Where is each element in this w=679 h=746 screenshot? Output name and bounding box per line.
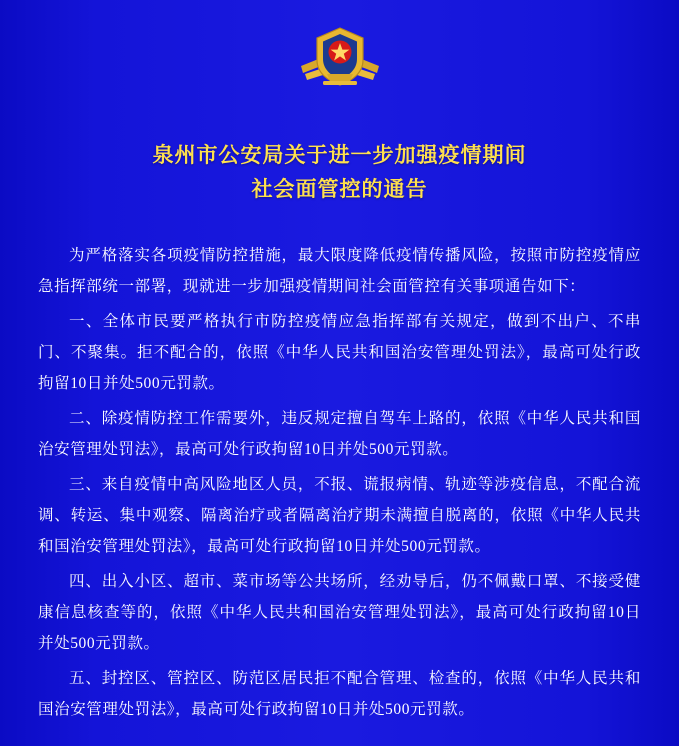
paragraph-item-1: 一、全体市民要严格执行市防控疫情应急指挥部有关规定，做到不出户、不串门、不聚集。拒不配合的，依照《中华人民共和国治安管理处罚法》，最高可处行政拘留10日并处500元罚款。 — [38, 313, 641, 392]
document-body — [38, 240, 641, 725]
document-title — [38, 138, 641, 206]
title-line-1: 泉州市公安局关于进一步加强疫情期间 — [152, 143, 527, 167]
emblem-container — [38, 0, 641, 86]
paragraph-intro: 为严格落实各项疫情防控措施，最大限度降低疫情传播风险，按照市防控疫情应急指挥部统一部署，现就进一步加强疫情期间社会面管控有关事项通告如下： — [38, 247, 641, 295]
paragraph-item-3: 三、来自疫情中高风险地区人员，不报、谎报病情、轨迹等涉疫信息，不配合流调、转运、集中观察、隔离治疗或者隔离治疗期未满擅自脱离的，依照《中华人民共和国治安管理处罚法》，最高可处行政拘留10日并处500元罚款。 — [38, 476, 641, 555]
police-badge-emblem — [297, 26, 383, 88]
paragraph-item-4: 四、出入小区、超市、菜市场等公共场所，经劝导后，仍不佩戴口罩、不接受健康信息核查等的，依照《中华人民共和国治安管理处罚法》，最高可处行政拘留10日并处500元罚款。 — [38, 573, 641, 652]
paragraph-item-2: 二、除疫情防控工作需要外，违反规定擅自驾车上路的，依照《中华人民共和国治安管理处罚法》，最高可处行政拘留10日并处500元罚款。 — [38, 410, 641, 458]
paragraph-item-5: 五、封控区、管控区、防范区居民拒不配合管理、检查的，依照《中华人民共和国治安管理处罚法》，最高可处行政拘留10日并处500元罚款。 — [38, 670, 641, 718]
title-line-2: 社会面管控的通告 — [251, 177, 428, 201]
